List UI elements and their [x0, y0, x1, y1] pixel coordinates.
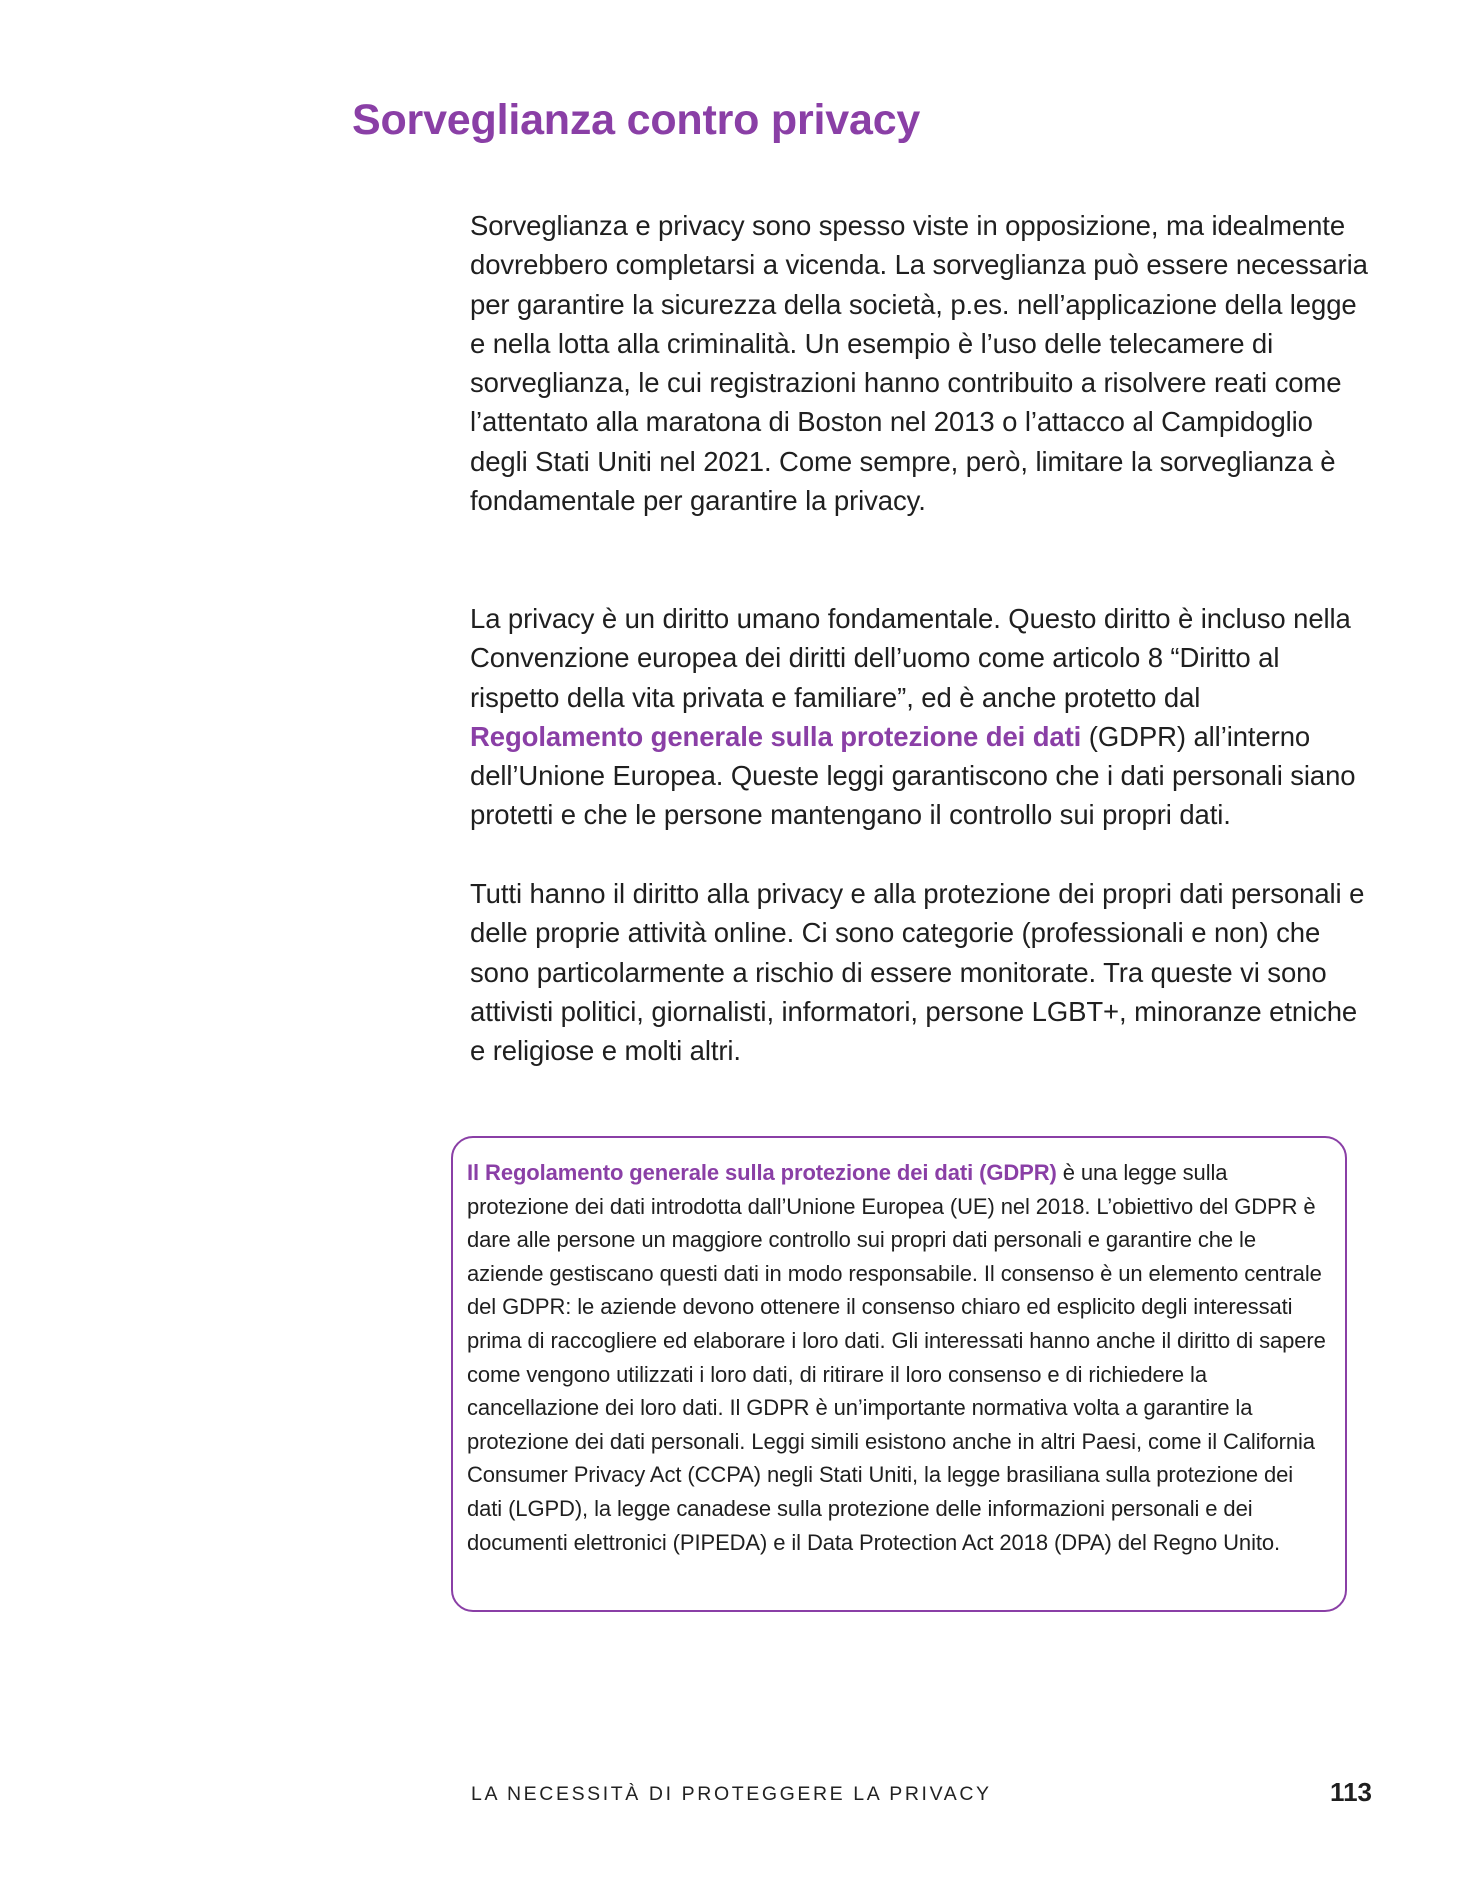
paragraph-privacy-right: [470, 599, 1375, 835]
paragraph-text-after-link: (GDPR) all’interno dell’Unione Europea. Queste leggi garantiscono che i dati personali siano protetti e che le persone mantengano il controllo sui propri dati.: [470, 720, 1356, 831]
gdpr-info-box: [451, 1136, 1347, 1612]
info-box-text: [467, 1156, 1331, 1559]
footer-section-title: LA NECESSITÀ DI PROTEGGERE LA PRIVACY: [471, 1783, 992, 1805]
paragraph-surveillance: Sorveglianza e privacy sono spesso viste in opposizione, ma idealmente dovrebbero completarsi a vicenda. La sorveglianza può essere necessaria per garantire la sicurezza della società, p.es. nell’applicazione della legge e nella lotta alla criminalità. Un esempio è l’uso delle telecamere di sorveglianza, le cui registrazioni hanno contribuito a risolvere reati come l’attentato alla maratona di Boston nel 2013 o l’attacco al Campidoglio degli Stati Uniti nel 2021. Come sempre, però, limitare la sorveglianza è fondamentale per garantire la privacy.: [470, 210, 1368, 517]
paragraph-text-before-link: La privacy è un diritto umano fondamentale. Questo diritto è incluso nella Convenzione europea dei diritti dell’uomo come articolo 8 “Diritto al rispetto della vita privata e familiare”, ed è anche protetto dal: [470, 603, 1351, 713]
info-box-body: è una legge sulla protezione dei dati introdotta dall’Unione Europea (UE) nel 2018. L’obiettivo del GDPR è dare alle persone un maggiore controllo sui propri dati personali e garantire che le aziende gestiscano questi dati in modo responsabile. Il consenso è un elemento centrale del GDPR: le aziende devono ottenere il consenso chiaro ed esplicito degli interessati prima di raccogliere ed elaborare i loro dati. Gli interessati hanno anche il diritto di sapere come vengono utilizzati i loro dati, di ritirare il loro consenso e di richiedere la cancellazione dei loro dati. Il GDPR è un’importante normativa volta a garantire la protezione dei dati personali. Leggi simili esistono anche in altri Paesi, come il California Consumer Privacy Act (CCPA) negli Stati Uniti, la legge brasiliana sulla protezione dei dati (LGPD), la legge canadese sulla protezione delle informazioni personali e dei documenti elettronici (PIPEDA) e il Data Protection Act 2018 (DPA) del Regno Unito.: [467, 1160, 1326, 1555]
page-number: 113: [1330, 1777, 1372, 1807]
page-title: Sorveglianza contro privacy: [352, 96, 921, 144]
gdpr-link[interactable]: Regolamento generale sulla protezione dei dati: [470, 720, 1082, 752]
info-box-heading: Il Regolamento generale sulla protezione dei dati (GDPR): [467, 1160, 1057, 1185]
paragraph-at-risk-groups: Tutti hanno il diritto alla privacy e alla protezione dei propri dati personali e delle proprie attività online. Ci sono categorie (professionali e non) che sono particolarmente a rischio di essere monitorate. Tra queste vi sono attivisti politici, giornalisti, informatori, persone LGBT+, minoranze etniche e religiose e molti altri.: [470, 878, 1365, 1067]
